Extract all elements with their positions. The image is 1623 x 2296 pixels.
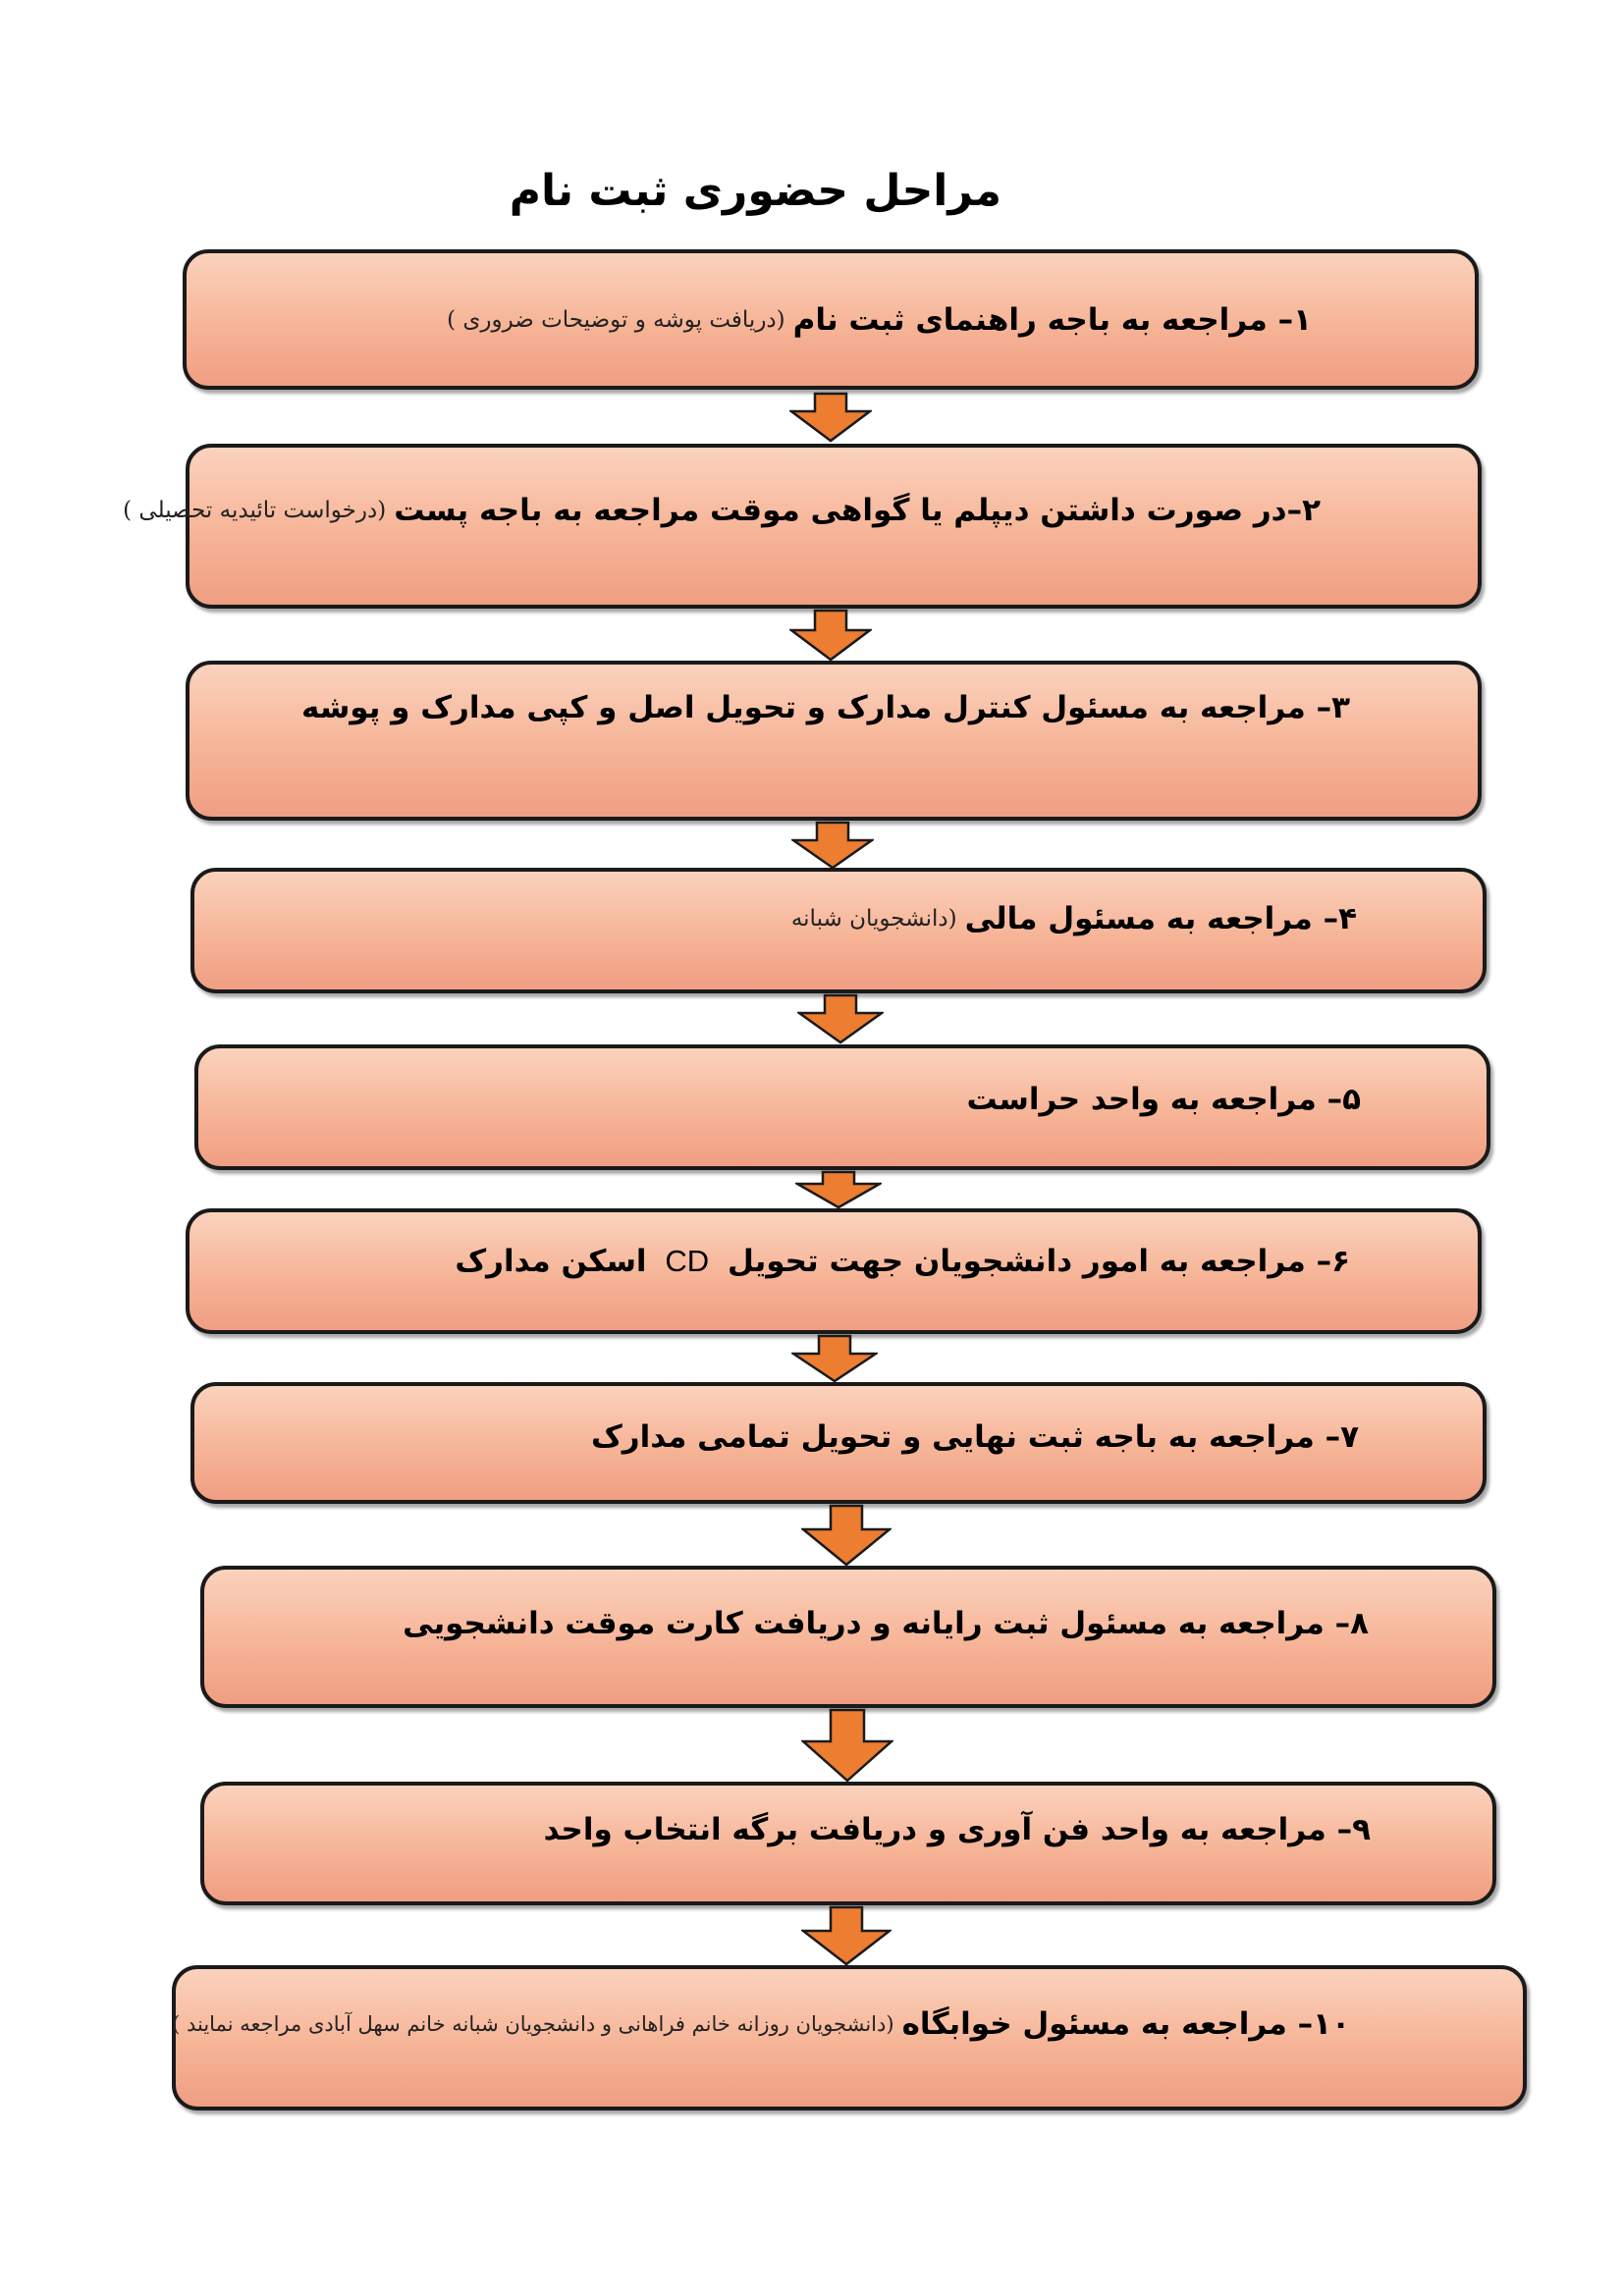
- step-box-5: [194, 1044, 1490, 1170]
- step-label-3: ۳– مراجعه به مسئول کنترل مدارک و تحویل اصل و کپی مدارک و پوشه: [301, 689, 1350, 725]
- down-arrow-icon: [797, 993, 884, 1044]
- step-box-8: [200, 1566, 1496, 1708]
- down-arrow-icon: [801, 1504, 892, 1567]
- down-arrow-icon: [801, 1708, 893, 1783]
- step-label-9: ۹– مراجعه به واحد فن آوری و دریافت برگه انتخاب واحد: [543, 1812, 1371, 1847]
- down-arrow-icon: [789, 609, 872, 662]
- step-label-6-cd: CD: [665, 1244, 710, 1278]
- step-box-9: [200, 1782, 1496, 1905]
- page-title: مراحل حضوری ثبت نام: [509, 166, 1001, 216]
- step-label-4: ۴– مراجعه به مسئول مالی: [964, 901, 1357, 936]
- down-arrow-icon: [789, 392, 872, 443]
- step-note-4: (دانشجویان شبانه: [790, 906, 957, 932]
- step-label-10: ۱۰– مراجعه به مسئول خوابگاه: [901, 2006, 1350, 2042]
- down-arrow-icon: [795, 1170, 882, 1209]
- down-arrow-icon: [791, 1334, 878, 1383]
- step-label-1: ۱– مراجعه به باجه راهنمای ثبت نام: [792, 301, 1312, 338]
- step-box-4: [190, 868, 1487, 993]
- step-label-5: ۵– مراجعه به واحد حراست: [966, 1082, 1361, 1117]
- step-label-6: [455, 1244, 1350, 1279]
- step-box-10: [172, 1965, 1527, 2110]
- step-note-2: (درخواست تائیدیه تحصیلی ): [123, 498, 387, 523]
- step-label-6-part-a: ۶– مراجعه به امور دانشجویان جهت تحویل: [727, 1244, 1350, 1279]
- down-arrow-icon: [801, 1905, 892, 1966]
- down-arrow-icon: [791, 821, 874, 870]
- step-box-6: [186, 1208, 1482, 1334]
- step-label-7: ۷– مراجعه به باجه ثبت نهایی و تحویل تمامی مدارک: [591, 1419, 1359, 1455]
- step-box-2: [123, 444, 1482, 609]
- step-box-7: [190, 1382, 1487, 1504]
- step-label-2: ۲–در صورت داشتن دیپلم یا گواهی موقت مراجعه به باجه پست: [394, 493, 1321, 528]
- step-note-10: (دانشجویان روزانه خانم فراهانی و دانشجویان شبانه خانم سهل آبادی مراجعه نمایند ): [172, 2012, 894, 2036]
- step-box-1: [183, 249, 1479, 390]
- step-label-8: ۸– مراجعه به مسئول ثبت رایانه و دریافت کارت موقت دانشجویی: [403, 1605, 1369, 1641]
- step-box-3: [186, 661, 1482, 821]
- step-note-1: (دریافت پوشه و توضیحات ضروری ): [447, 306, 785, 333]
- step-label-6-part-b: اسکن مدارک: [455, 1244, 647, 1279]
